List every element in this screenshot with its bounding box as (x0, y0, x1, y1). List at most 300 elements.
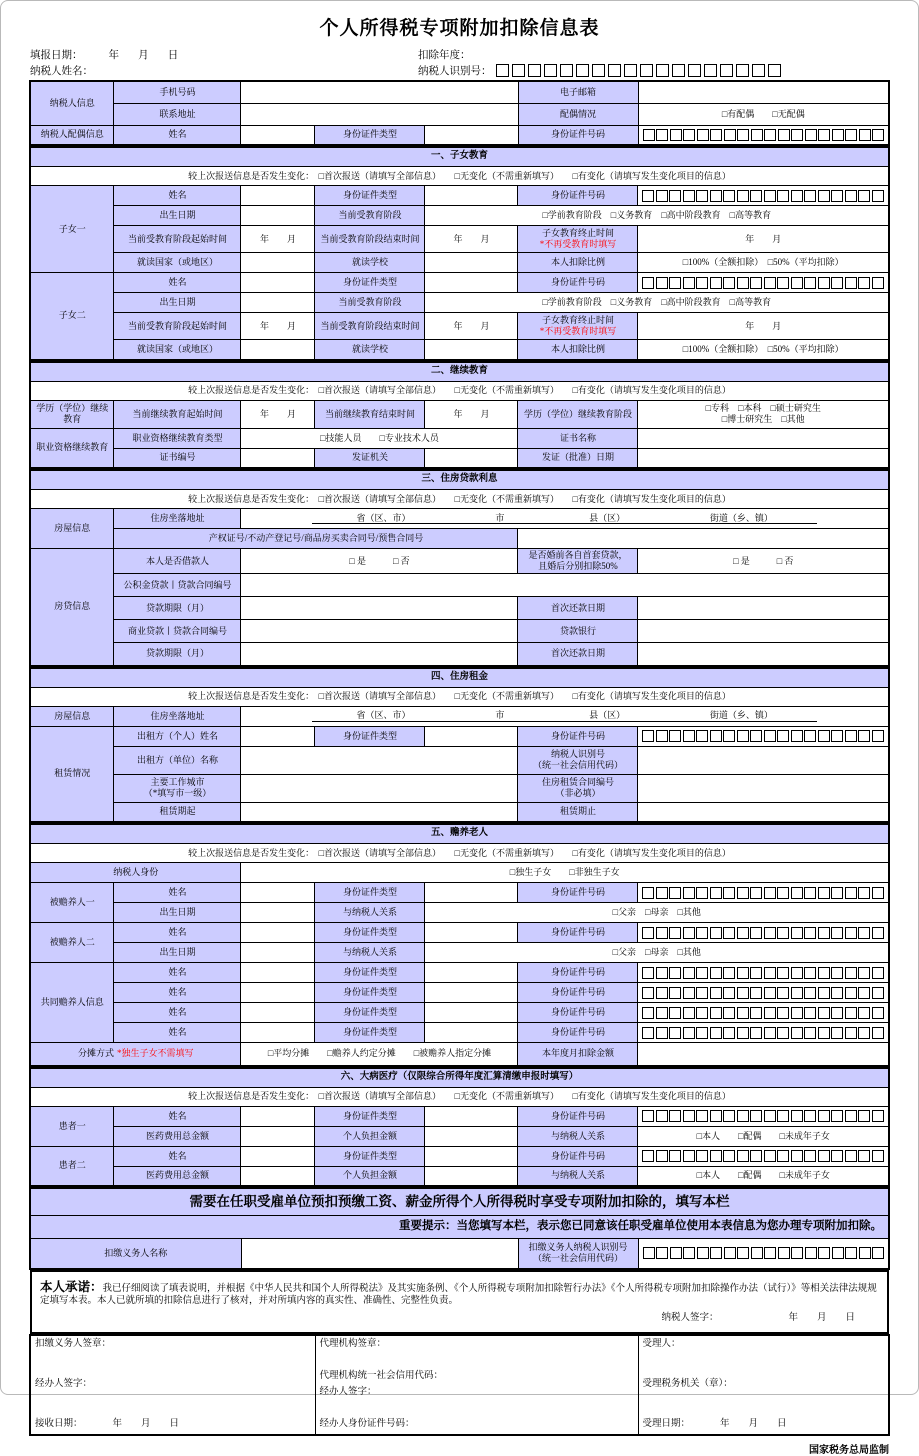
input-cell[interactable] (425, 923, 518, 943)
id-digit-box[interactable] (669, 1027, 681, 1039)
id-digit-box[interactable] (818, 1027, 830, 1039)
id-digit-box[interactable] (791, 987, 803, 999)
id-digit-box[interactable] (683, 1247, 695, 1259)
input-cell[interactable] (425, 883, 518, 903)
id-digit-box[interactable] (818, 967, 830, 979)
id-digit-box[interactable] (723, 190, 735, 202)
id-digit-box[interactable] (777, 987, 789, 999)
id-number-boxes[interactable] (638, 963, 889, 983)
id-digit-box[interactable] (720, 64, 733, 77)
id-digit-box[interactable] (723, 1150, 735, 1162)
id-digit-box[interactable] (696, 927, 708, 939)
id-digit-box[interactable] (737, 129, 749, 141)
id-digit-box[interactable] (764, 1150, 776, 1162)
input-cell[interactable] (241, 746, 518, 774)
id-digit-box[interactable] (872, 1110, 884, 1122)
id-digit-box[interactable] (831, 927, 843, 939)
options-cell-yn[interactable]: □ 是 □ 否 (241, 549, 518, 574)
input-cell[interactable] (425, 1003, 518, 1023)
id-digit-box[interactable] (777, 967, 789, 979)
id-digit-box[interactable] (764, 1027, 776, 1039)
id-digit-box[interactable] (831, 1110, 843, 1122)
input-cell[interactable] (241, 774, 518, 802)
id-digit-box[interactable] (656, 1247, 668, 1259)
id-digit-box[interactable] (670, 129, 682, 141)
id-digit-box[interactable] (723, 1027, 735, 1039)
taxpayer-signature-label[interactable]: 纳税人签字： (661, 1313, 719, 1324)
id-digit-box[interactable] (818, 277, 830, 289)
id-digit-box[interactable] (764, 987, 776, 999)
id-digit-box[interactable] (683, 190, 695, 202)
id-digit-box[interactable] (683, 730, 695, 742)
input-cell[interactable] (638, 620, 889, 643)
id-digit-box[interactable] (697, 1247, 709, 1259)
id-digit-box[interactable] (818, 190, 830, 202)
id-digit-box[interactable] (872, 1247, 884, 1259)
id-digit-box[interactable] (737, 1110, 749, 1122)
id-digit-box[interactable] (872, 730, 884, 742)
id-digit-box[interactable] (656, 129, 668, 141)
options-cell-ratio_opts[interactable]: □100%（全额扣除） □50%（平均扣除） (638, 253, 889, 273)
id-digit-box[interactable] (723, 277, 735, 289)
input-cell[interactable] (425, 1106, 518, 1126)
id-digit-box[interactable] (872, 190, 884, 202)
id-digit-box[interactable] (872, 129, 884, 141)
id-digit-box[interactable] (778, 1247, 790, 1259)
id-digit-box[interactable] (643, 129, 655, 141)
id-digit-box[interactable] (512, 64, 525, 77)
id-digit-box[interactable] (737, 987, 749, 999)
id-digit-box[interactable] (750, 987, 762, 999)
id-digit-box[interactable] (750, 927, 762, 939)
id-digit-box[interactable] (710, 1110, 722, 1122)
id-digit-box[interactable] (696, 1150, 708, 1162)
id-digit-box[interactable] (791, 190, 803, 202)
id-digit-box[interactable] (831, 967, 843, 979)
id-digit-box[interactable] (624, 64, 637, 77)
id-number-boxes[interactable] (638, 1023, 889, 1043)
taxpayer-id-boxes[interactable] (496, 64, 781, 77)
id-digit-box[interactable] (723, 1007, 735, 1019)
id-digit-box[interactable] (737, 1007, 749, 1019)
id-digit-box[interactable] (818, 987, 830, 999)
id-digit-box[interactable] (804, 1110, 816, 1122)
id-digit-box[interactable] (750, 967, 762, 979)
id-digit-box[interactable] (576, 64, 589, 77)
input-cell[interactable] (638, 1043, 889, 1066)
id-digit-box[interactable] (845, 190, 857, 202)
id-digit-box[interactable] (845, 1247, 857, 1259)
id-digit-box[interactable] (831, 1150, 843, 1162)
input-cell[interactable] (241, 448, 315, 468)
id-digit-box[interactable] (791, 1150, 803, 1162)
id-digit-box[interactable] (777, 1150, 789, 1162)
id-digit-box[interactable] (642, 887, 654, 899)
id-digit-box[interactable] (858, 987, 870, 999)
id-digit-box[interactable] (696, 887, 708, 899)
input-cell[interactable] (241, 923, 315, 943)
id-digit-box[interactable] (736, 64, 749, 77)
options-cell-ym[interactable]: 年 月 (425, 226, 518, 253)
id-number-boxes[interactable] (638, 883, 889, 903)
taxpayer-name-label[interactable]: 纳税人姓名： (30, 65, 93, 77)
id-digit-box[interactable] (764, 1110, 776, 1122)
id-digit-box[interactable] (791, 1110, 803, 1122)
id-digit-box[interactable] (818, 129, 830, 141)
id-digit-box[interactable] (750, 190, 762, 202)
input-cell[interactable] (241, 883, 315, 903)
input-cell[interactable] (241, 643, 518, 666)
id-digit-box[interactable] (818, 1150, 830, 1162)
input-cell[interactable] (241, 802, 518, 822)
options-cell-relation_opts[interactable]: □本人 □配偶 □未成年子女 (638, 1166, 889, 1186)
id-digit-box[interactable] (804, 1007, 816, 1019)
id-digit-box[interactable] (710, 1247, 722, 1259)
input-cell[interactable] (241, 103, 518, 125)
id-digit-box[interactable] (750, 1110, 762, 1122)
id-digit-box[interactable] (858, 1150, 870, 1162)
id-digit-box[interactable] (670, 1247, 682, 1259)
id-digit-box[interactable] (777, 1110, 789, 1122)
id-digit-box[interactable] (683, 129, 695, 141)
id-digit-box[interactable] (669, 987, 681, 999)
id-digit-box[interactable] (608, 64, 621, 77)
id-digit-box[interactable] (791, 887, 803, 899)
input-cell[interactable] (638, 774, 889, 802)
address-underline-row-addr_segs[interactable] (241, 706, 889, 726)
id-digit-box[interactable] (669, 1007, 681, 1019)
id-digit-box[interactable] (496, 64, 509, 77)
id-digit-box[interactable] (710, 1150, 722, 1162)
id-digit-box[interactable] (845, 887, 857, 899)
id-digit-box[interactable] (724, 129, 736, 141)
id-digit-box[interactable] (669, 730, 681, 742)
input-cell[interactable] (241, 1146, 315, 1166)
id-digit-box[interactable] (737, 1027, 749, 1039)
id-digit-box[interactable] (528, 64, 541, 77)
id-digit-box[interactable] (831, 1007, 843, 1019)
id-digit-box[interactable] (804, 887, 816, 899)
id-digit-box[interactable] (831, 277, 843, 289)
id-digit-box[interactable] (764, 129, 776, 141)
id-digit-box[interactable] (764, 277, 776, 289)
id-digit-box[interactable] (750, 1150, 762, 1162)
id-digit-box[interactable] (859, 1247, 871, 1259)
id-digit-box[interactable] (642, 987, 654, 999)
input-cell[interactable] (241, 903, 315, 923)
id-digit-box[interactable] (818, 1110, 830, 1122)
id-digit-box[interactable] (656, 1027, 668, 1039)
input-cell[interactable] (638, 746, 889, 774)
id-digit-box[interactable] (642, 277, 654, 289)
id-digit-box[interactable] (845, 129, 857, 141)
id-digit-box[interactable] (818, 1247, 830, 1259)
id-digit-box[interactable] (831, 987, 843, 999)
id-digit-box[interactable] (804, 1150, 816, 1162)
id-number-boxes[interactable] (638, 923, 889, 943)
input-cell[interactable] (241, 340, 315, 360)
id-digit-box[interactable] (859, 129, 871, 141)
change-options-row-change[interactable]: 较上次报送信息是否发生变化： □首次报送（请填写全部信息） □无变化（不需重新填写） □有变化（请填写发生变化项目的信息） (30, 381, 889, 400)
id-digit-box[interactable] (777, 1027, 789, 1039)
id-digit-box[interactable] (872, 987, 884, 999)
id-digit-box[interactable] (683, 987, 695, 999)
id-digit-box[interactable] (845, 927, 857, 939)
id-digit-box[interactable] (656, 1110, 668, 1122)
options-cell-ym[interactable]: 年 月 (425, 313, 518, 340)
input-cell[interactable] (425, 726, 518, 746)
id-digit-box[interactable] (777, 887, 789, 899)
id-digit-box[interactable] (804, 190, 816, 202)
id-digit-box[interactable] (723, 887, 735, 899)
id-digit-box[interactable] (643, 1247, 655, 1259)
id-digit-box[interactable] (669, 1110, 681, 1122)
id-digit-box[interactable] (804, 967, 816, 979)
id-digit-box[interactable] (642, 190, 654, 202)
input-cell[interactable] (241, 726, 315, 746)
input-cell[interactable] (241, 620, 518, 643)
id-digit-box[interactable] (737, 1247, 749, 1259)
id-digit-box[interactable] (683, 887, 695, 899)
id-digit-box[interactable] (642, 730, 654, 742)
id-digit-box[interactable] (737, 967, 749, 979)
input-cell[interactable] (425, 125, 518, 145)
id-digit-box[interactable] (872, 277, 884, 289)
id-digit-box[interactable] (818, 927, 830, 939)
id-digit-box[interactable] (642, 1150, 654, 1162)
id-digit-box[interactable] (872, 1027, 884, 1039)
id-digit-box[interactable] (723, 987, 735, 999)
input-cell[interactable] (241, 1239, 518, 1269)
id-digit-box[interactable] (791, 1247, 803, 1259)
id-digit-box[interactable] (750, 277, 762, 289)
signature-ymd[interactable]: 年 月 日 (788, 1313, 855, 1324)
id-digit-box[interactable] (710, 887, 722, 899)
input-cell[interactable] (425, 1166, 518, 1186)
id-digit-box[interactable] (764, 887, 776, 899)
id-digit-box[interactable] (656, 64, 669, 77)
id-digit-box[interactable] (845, 967, 857, 979)
input-cell[interactable] (241, 1106, 315, 1126)
address-underline-row-addr_segs[interactable] (241, 509, 889, 529)
input-cell[interactable] (425, 253, 518, 273)
input-cell[interactable] (638, 802, 889, 822)
id-digit-box[interactable] (777, 730, 789, 742)
id-digit-box[interactable] (750, 1027, 762, 1039)
id-digit-box[interactable] (804, 927, 816, 939)
input-cell[interactable] (425, 1126, 518, 1146)
input-cell[interactable] (638, 448, 889, 468)
id-digit-box[interactable] (764, 967, 776, 979)
input-cell[interactable] (241, 81, 518, 103)
options-cell-type_opts[interactable]: □技能人员 □专业技术人员 (241, 428, 518, 448)
id-digit-box[interactable] (710, 927, 722, 939)
id-digit-box[interactable] (764, 927, 776, 939)
change-options-row-change[interactable]: 较上次报送信息是否发生变化： □首次报送（请填写全部信息） □无变化（不需重新填写） □有变化（请填写发生变化项目的信息） (30, 687, 889, 706)
change-options-row-change[interactable]: 较上次报送信息是否发生变化： □首次报送（请填写全部信息） □无变化（不需重新填写） □有变化（请填写发生变化项目的信息） (30, 490, 889, 509)
id-number-boxes[interactable] (638, 186, 889, 206)
id-digit-box[interactable] (696, 277, 708, 289)
id-digit-box[interactable] (696, 1110, 708, 1122)
options-cell-stage_opts1[interactable] (638, 400, 889, 428)
id-digit-box[interactable] (640, 64, 653, 77)
id-digit-box[interactable] (544, 64, 557, 77)
id-digit-box[interactable] (710, 730, 722, 742)
id-digit-box[interactable] (831, 1027, 843, 1039)
id-digit-box[interactable] (656, 277, 668, 289)
id-digit-box[interactable] (804, 730, 816, 742)
id-digit-box[interactable] (669, 887, 681, 899)
id-digit-box[interactable] (791, 1007, 803, 1019)
id-digit-box[interactable] (858, 967, 870, 979)
id-digit-box[interactable] (845, 987, 857, 999)
id-digit-box[interactable] (723, 730, 735, 742)
id-digit-box[interactable] (791, 129, 803, 141)
id-digit-box[interactable] (764, 1247, 776, 1259)
input-cell[interactable] (241, 597, 518, 620)
id-digit-box[interactable] (656, 967, 668, 979)
id-digit-box[interactable] (872, 1150, 884, 1162)
id-digit-box[interactable] (683, 967, 695, 979)
id-digit-box[interactable] (696, 190, 708, 202)
id-digit-box[interactable] (872, 927, 884, 939)
id-digit-box[interactable] (683, 1110, 695, 1122)
id-digit-box[interactable] (750, 887, 762, 899)
id-number-boxes[interactable] (638, 1239, 889, 1269)
id-digit-box[interactable] (764, 1007, 776, 1019)
id-digit-box[interactable] (777, 927, 789, 939)
options-cell-ym[interactable]: 年 月 (638, 226, 889, 253)
options-cell-relation_opts[interactable]: □父亲 □母亲 □其他 (425, 943, 889, 963)
id-digit-box[interactable] (560, 64, 573, 77)
input-cell[interactable] (425, 340, 518, 360)
id-digit-box[interactable] (804, 1027, 816, 1039)
id-digit-box[interactable] (791, 1027, 803, 1039)
deduction-year-label[interactable]: 扣除年度： (418, 49, 471, 61)
options-cell-spouse_opts[interactable]: □有配偶 □无配偶 (638, 103, 889, 125)
id-digit-box[interactable] (845, 1027, 857, 1039)
id-digit-box[interactable] (724, 1247, 736, 1259)
id-digit-box[interactable] (737, 1150, 749, 1162)
id-digit-box[interactable] (683, 1027, 695, 1039)
id-digit-box[interactable] (791, 730, 803, 742)
input-cell[interactable] (638, 643, 889, 666)
id-digit-box[interactable] (737, 887, 749, 899)
id-digit-box[interactable] (791, 967, 803, 979)
id-digit-box[interactable] (845, 1110, 857, 1122)
change-options-row-change[interactable]: 较上次报送信息是否发生变化： □首次报送（请填写全部信息） □无变化（不需重新填写） □有变化（请填写发生变化项目的信息） (30, 844, 889, 863)
acceptance-cell[interactable] (638, 1335, 889, 1435)
id-number-boxes[interactable] (638, 1146, 889, 1166)
input-cell[interactable] (241, 206, 315, 226)
agency-signature-cell[interactable] (315, 1335, 638, 1435)
options-cell-ym[interactable]: 年 月 (241, 400, 315, 428)
id-digit-box[interactable] (832, 1247, 844, 1259)
id-digit-box[interactable] (858, 1007, 870, 1019)
input-cell[interactable] (241, 1023, 315, 1043)
id-digit-box[interactable] (710, 277, 722, 289)
id-digit-box[interactable] (710, 1007, 722, 1019)
options-cell-ym[interactable]: 年 月 (638, 313, 889, 340)
id-digit-box[interactable] (656, 190, 668, 202)
id-digit-box[interactable] (669, 967, 681, 979)
id-digit-box[interactable] (872, 1007, 884, 1019)
id-digit-box[interactable] (642, 1110, 654, 1122)
id-digit-box[interactable] (642, 967, 654, 979)
id-digit-box[interactable] (669, 190, 681, 202)
id-digit-box[interactable] (737, 730, 749, 742)
input-cell[interactable] (241, 273, 315, 293)
withholder-signature-cell[interactable] (30, 1335, 315, 1435)
id-digit-box[interactable] (710, 1027, 722, 1039)
input-cell[interactable] (425, 448, 518, 468)
id-digit-box[interactable] (858, 887, 870, 899)
id-digit-box[interactable] (845, 730, 857, 742)
id-digit-box[interactable] (723, 1110, 735, 1122)
options-cell-ym[interactable]: 年 月 (425, 400, 518, 428)
input-cell[interactable] (241, 1166, 315, 1186)
options-line[interactable]: □专科 □本科 □硕士研究生 (705, 403, 821, 414)
options-cell-yn[interactable]: □ 是 □ 否 (638, 549, 889, 574)
id-digit-box[interactable] (696, 1027, 708, 1039)
id-digit-box[interactable] (656, 927, 668, 939)
id-digit-box[interactable] (683, 277, 695, 289)
id-digit-box[interactable] (737, 190, 749, 202)
options-cell-identity_opts[interactable]: □独生子女 □非独生子女 (241, 863, 889, 883)
id-digit-box[interactable] (764, 190, 776, 202)
id-digit-box[interactable] (723, 927, 735, 939)
id-digit-box[interactable] (696, 1007, 708, 1019)
id-digit-box[interactable] (818, 1007, 830, 1019)
options-cell-apportion_opts[interactable]: □平均分摊 □赡养人约定分摊 □被赡养人指定分摊 (241, 1043, 518, 1066)
id-digit-box[interactable] (831, 190, 843, 202)
id-digit-box[interactable] (656, 1150, 668, 1162)
id-digit-box[interactable] (683, 927, 695, 939)
options-cell-ym[interactable]: 年 月 (241, 313, 315, 340)
id-digit-box[interactable] (683, 1007, 695, 1019)
id-digit-box[interactable] (642, 1007, 654, 1019)
input-cell[interactable] (241, 943, 315, 963)
id-digit-box[interactable] (858, 730, 870, 742)
input-cell[interactable] (638, 597, 889, 620)
id-digit-box[interactable] (872, 967, 884, 979)
id-digit-box[interactable] (669, 277, 681, 289)
id-digit-box[interactable] (752, 64, 765, 77)
id-digit-box[interactable] (592, 64, 605, 77)
input-cell[interactable] (241, 125, 315, 145)
change-options-row-change[interactable]: 较上次报送信息是否发生变化： □首次报送（请填写全部信息） □无变化（不需重新填写） □有变化（请填写发生变化项目的信息） (30, 1087, 889, 1106)
id-digit-box[interactable] (737, 277, 749, 289)
id-digit-box[interactable] (777, 1007, 789, 1019)
input-cell[interactable] (425, 1146, 518, 1166)
id-digit-box[interactable] (723, 967, 735, 979)
options-cell-relation_opts[interactable]: □本人 □配偶 □未成年子女 (638, 1126, 889, 1146)
id-number-boxes[interactable] (638, 1106, 889, 1126)
id-digit-box[interactable] (710, 129, 722, 141)
id-digit-box[interactable] (672, 64, 685, 77)
id-digit-box[interactable] (710, 967, 722, 979)
input-cell[interactable] (241, 1126, 315, 1146)
id-digit-box[interactable] (656, 987, 668, 999)
options-cell-stage_opts[interactable]: □学前教育阶段 □义务教育 □高中阶段教育 □高等教育 (425, 293, 889, 313)
id-digit-box[interactable] (669, 1150, 681, 1162)
id-digit-box[interactable] (710, 987, 722, 999)
options-cell-ym[interactable]: 年 月 (241, 226, 315, 253)
id-digit-box[interactable] (805, 129, 817, 141)
input-cell[interactable] (241, 983, 315, 1003)
input-cell[interactable] (241, 963, 315, 983)
id-number-boxes[interactable] (638, 273, 889, 293)
